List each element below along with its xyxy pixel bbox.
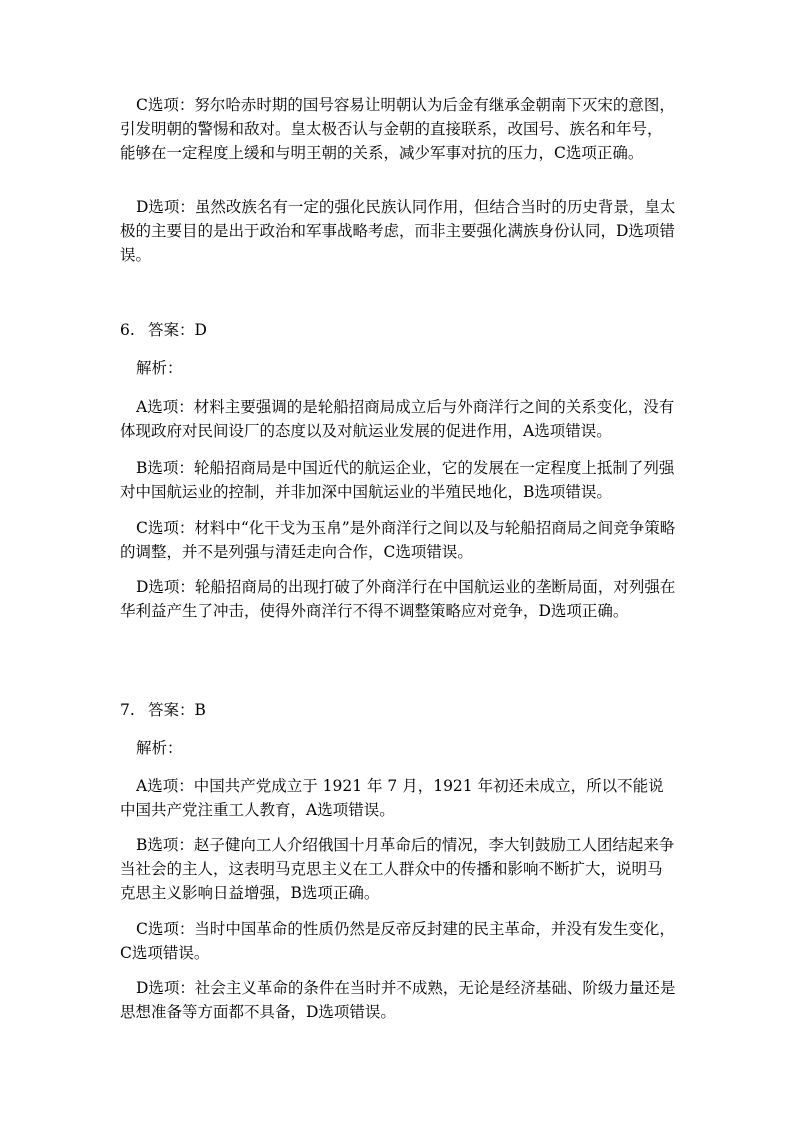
q6-number: 6.	[120, 321, 135, 339]
q6-analysis-label: 解析：	[136, 359, 183, 377]
q5-option-c: C选项：努尔哈赤时期的国号容易让明朝认为后金有继承金朝南下灭宋的意图，引发明朝的警惕和敌对。皇太极否认与金朝的直接联系，改国号、族名和年号，能够在一定程度上缓和与明王朝的关系，减少军事对抗的压力，C选项正确。	[120, 96, 675, 162]
q7-option-b: B选项：赵子健向工人介绍俄国十月革命后的情况，李大钊鼓励工人团结起来争当社会的主人，这表明马克思主义在工人群众中的传播和影响不断扩大，说明马克思主义影响日益增强，B选项正确。	[120, 836, 675, 902]
q7-answer: 答案：B	[148, 701, 206, 719]
q7-option-d: D选项：社会主义革命的条件在当时并不成熟，无论是经济基础、阶级力量还是思想准备等方面都不具备，D选项错误。	[120, 979, 676, 1021]
q6-option-a: A选项：材料主要强调的是轮船招商局成立后与外商洋行之间的关系变化，没有体现政府对民间设厂的态度以及对航运业发展的促进作用，A选项错误。	[120, 398, 675, 440]
q7-analysis-label: 解析：	[136, 739, 183, 757]
q7-option-c: C选项：当时中国革命的性质仍然是反帝反封建的民主革命，并没有发生变化，C选项错误。	[120, 920, 675, 962]
q7-option-a: A选项：中国共产党成立于 1921 年 7 月，1921 年初还未成立，所以不能说中国共产党注重工人教育，A选项错误。	[120, 777, 664, 819]
q6-heading	[120, 318, 207, 342]
q7-number: 7.	[120, 701, 135, 719]
q5-option-d: D选项：虽然改族名有一定的强化民族认同作用，但结合当时的历史背景，皇太极的主要目的是出于政治和军事战略考虑，而非主要强化满族身份认同，D选项错误。	[120, 198, 676, 264]
q7-heading	[120, 698, 206, 722]
q6-answer: 答案：D	[148, 321, 207, 339]
q6-option-d: D选项：轮船招商局的出现打破了外商洋行在中国航运业的垄断局面，对列强在华利益产生了冲击，使得外商洋行不得不调整策略应对竞争，D选项正确。	[120, 578, 676, 620]
q6-option-b: B选项：轮船招商局是中国近代的航运企业，它的发展在一定程度上抵制了列强对中国航运业的控制，并非加深中国航运业的半殖民地化，B选项错误。	[120, 459, 675, 501]
q6-option-c: C选项：材料中“化干戈为玉帛”是外商洋行之间以及与轮船招商局之间竞争策略的调整，并不是列强与清廷走向合作，C选项错误。	[120, 519, 676, 561]
